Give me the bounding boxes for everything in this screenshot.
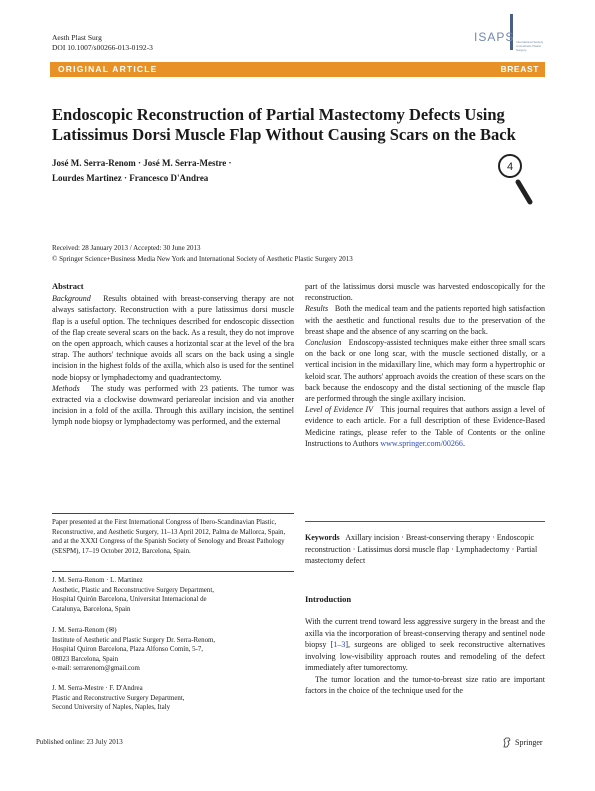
intro-paragraph-1 (305, 616, 545, 674)
affiliation-3 (52, 684, 294, 713)
publisher-name: Springer (515, 738, 543, 747)
level-text: This journal requires that authors assign a level of evidence to each article. For a full description of these Evidence-Based Medicine ratings, please refer to the Table of Contents or the online Instructions to Authors (305, 405, 545, 448)
level-label: Level of Evidence IV (305, 405, 374, 415)
copyright: © Springer Science+Business Media New York and International Society of Aesthetic Plastic Surgery 2013 (52, 255, 353, 263)
received-accepted: Received: 28 January 2013 / Accepted: 30 June 2013 (52, 244, 201, 252)
article-type: ORIGINAL ARTICLE (58, 64, 158, 74)
published-online: Published online: 23 July 2013 (36, 738, 123, 746)
affiliation-1 (52, 576, 294, 614)
background-text: Results obtained with breast-conserving therapy are not always satisfactory. Reconstruction with a pure latissimus dorsi muscle flap is a useful option. The techniques described for endoscopic dissection of the flap create several scars on the back. As a result, they do not improve on the open approach, which causes a horizontal scar at the level of the bra strap. The authors' technique avoids all scars on the back using a single incision in the highest folds of the axilla, which also is used for the sentinel node biopsy or lymphadectomy and quadrantectomy. (52, 294, 295, 382)
affiliation-names: J. M. Serra-Mestre · F. D'Andrea (52, 685, 143, 692)
affiliation-line: Aesthetic, Plastic and Reconstructive Surgery Department, (52, 586, 214, 594)
article-title: Endoscopic Reconstruction of Partial Mastectomy Defects Using Latissimus Dorsi Muscle Flap Without Causing Scars on the Back (52, 105, 516, 144)
intro-p1-end: ], surgeons are obliged to seek reconstructive alternatives involving low-visibility approach routes and remodeling of the defect immediately after tumorectomy. (305, 640, 546, 672)
springer-horse-icon (502, 737, 512, 748)
abstract-methods (52, 383, 294, 428)
abstract-level (305, 404, 545, 449)
journal-header (52, 33, 153, 53)
affiliation-line: Second University of Naples, Naples, Italy (52, 704, 171, 712)
abstract-heading: Abstract (52, 281, 84, 291)
affiliation-line: Institute of Aesthetic and Plastic Surgery Dr. Serra-Renom, (52, 636, 216, 644)
logo-text: ISAPS (474, 30, 515, 44)
affiliation-line: Hospital Quiron Barcelona, Plaza Alfonso Comín, 5-7, (52, 646, 203, 654)
keywords-block (305, 532, 545, 567)
keywords-label: Keywords (305, 533, 340, 542)
results-text: Both the medical team and the patients reported high satisfaction with the aesthetic and functional results due to the preservation of the breast shape and the absence of any scarring on the back. (305, 304, 546, 336)
affiliation-line: Hospital Quirón Barcelona, Universitat Internacional de (52, 596, 207, 604)
conclusion-label: Conclusion (305, 338, 342, 348)
introduction-heading: Introduction (305, 594, 352, 604)
affiliation-line: Catalunya, Barcelona, Spain (52, 605, 131, 613)
methods-continued: part of the latissimus dorsi muscle was harvested endoscopically for the reconstruction. (305, 282, 545, 303)
doi: DOI 10.1007/s00266-013-0192-3 (52, 43, 153, 52)
article-dates (52, 243, 532, 265)
affiliation-line: 08023 Barcelona, Spain (52, 655, 119, 663)
affiliation-2 (52, 626, 294, 674)
footnote-rule (52, 513, 294, 514)
abstract-background (52, 293, 294, 383)
abstract-results (305, 303, 545, 337)
springer-logo (502, 737, 543, 748)
journal-name: Aesth Plast Surg (52, 33, 102, 42)
authors-line-1: José M. Serra-Renom · José M. Serra-Mestre · (52, 158, 232, 168)
article-category: BREAST (500, 64, 539, 74)
level-end: . (462, 438, 465, 448)
authors-line-2: Lourdes Martinez · Francesco D'Andrea (52, 173, 209, 183)
intro-paragraph-2: The tumor location and the tumor-to-breast size ratio are important factors in the choice of the technique used for the (305, 674, 545, 695)
affiliation-rule (52, 571, 294, 572)
isaps-logo (474, 12, 546, 60)
keywords-rule (305, 521, 545, 522)
abstract-continued (305, 281, 545, 449)
author-list (52, 156, 472, 186)
logo-caption: International Society of Aesthetic Plastic Surgery (516, 40, 544, 52)
level-badge-number: 4 (506, 161, 514, 173)
methods-label: Methods (52, 383, 80, 393)
methods-text: The study was performed with 23 patients. The tumor was extracted via a clockwise downward periareolar incision and via another incision in a fold of the axilla. Through this axillary incision, the sentinel lymph node biopsy or lymphadectomy was performed, and the external (52, 383, 295, 427)
abstract-block (52, 281, 294, 428)
conclusion-text: Endoscopy-assisted techniques make either three small scars on the back or one long scar, with the muscle sectioned distally, or a vertical incision in the midaxillary line, which may form a hypertrophic or keloid scar. The authors' approach avoids the creation of these scars on the back because the endoscopy and the distal sectioning of the muscle flap are performed through the single axillary incision. (305, 338, 545, 404)
presentation-footnote: Paper presented at the First International Congress of Ibero-Scandinavian Plastic, Reconstructive, and Aesthetic Surgery, 11–13 April 2012, Palma de Mallorca, Spain, and at the XXXI Congress of the Spanish Society of Senology and Breast Pathology (SESPM), 17–19 October 2012, Barcelona, Spain. (52, 519, 286, 555)
level-of-evidence-magnifier-icon (494, 152, 534, 212)
affiliation-names: J. M. Serra-Renom · L. Martinez (52, 577, 143, 584)
instructions-link[interactable]: www.springer.com/00266 (380, 438, 463, 448)
intro-p1-start: With the current trend toward less aggressive surgery in the breast and the axilla via the incorporation of breast-conserving therapy and sentinel node biopsy [ (305, 617, 545, 649)
affiliation-email[interactable]: e-mail: serrarenom@gmail.com (52, 665, 140, 673)
citation-link[interactable]: 1–3 (333, 640, 346, 649)
results-label: Results (305, 304, 329, 314)
article-type-banner (50, 62, 545, 77)
abstract-conclusion (305, 337, 545, 404)
affiliation-line: Plastic and Reconstructive Surgery Department, (52, 694, 185, 702)
background-label: Background (52, 294, 91, 304)
affiliation-names: J. M. Serra-Renom (✉) (52, 627, 117, 634)
introduction-body (305, 616, 545, 697)
keywords-text: Axillary incision · Breast-conserving therapy · Endoscopic reconstruction · Latissimus dorsi muscle flap · Lymphadectomy · Partial mastectomy defect (305, 533, 538, 565)
